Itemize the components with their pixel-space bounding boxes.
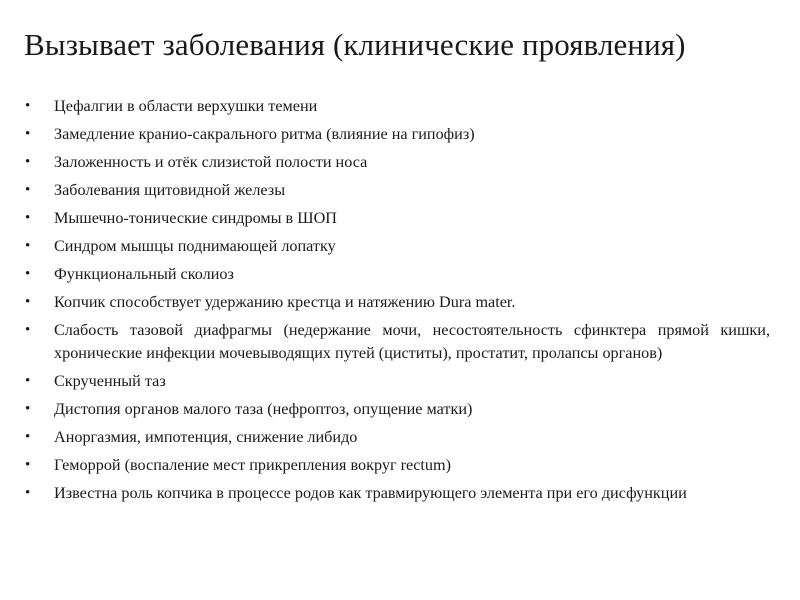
bullet-icon: •	[25, 484, 31, 501]
bullet-text: Аноргазмия, импотенция, снижение либидо	[54, 427, 358, 446]
bullet-icon: •	[25, 372, 31, 389]
bullet-item	[24, 235, 770, 258]
bullet-text: Скрученный таз	[54, 371, 166, 390]
bullet-icon: •	[25, 456, 31, 473]
bullet-item	[24, 207, 770, 230]
slide-title: Вызывает заболевания (клинические проявления)	[24, 27, 686, 62]
bullet-text: Слабость тазовой диафрагмы (недержание мочи, несостоятельность сфинктера прямой кишки, хронические инфекции мочевыводящих путей (циститы), простатит, пролапсы органов)	[54, 321, 770, 362]
bullet-icon: •	[25, 210, 31, 226]
bullet-text: Функциональный сколиоз	[54, 265, 234, 283]
bullet-item	[24, 151, 770, 174]
bullet-item	[24, 319, 770, 364]
bullet-icon: •	[25, 428, 31, 445]
bullet-item	[24, 263, 770, 286]
bullet-icon: •	[25, 322, 31, 338]
bullet-icon: •	[25, 266, 31, 282]
bullet-icon: •	[25, 294, 31, 310]
bullet-icon: •	[25, 154, 31, 170]
bullet-item	[24, 454, 770, 477]
bullet-icon: •	[25, 182, 31, 198]
bullet-item	[24, 179, 770, 202]
bullet-text: Замедление кранио-сакрального ритма (влияние на гипофиз)	[54, 125, 475, 143]
bullet-text: Известна роль копчика в процессе родов как травмирующего элемента при его дисфункции	[54, 483, 687, 502]
bullet-icon: •	[25, 400, 31, 417]
bullet-list	[24, 95, 770, 510]
bullet-item	[24, 398, 770, 421]
bullet-item	[24, 426, 770, 449]
bullet-icon: •	[25, 98, 31, 114]
bullet-item	[24, 482, 770, 505]
bullet-text: Заболевания щитовидной железы	[54, 181, 286, 199]
bullet-text: Геморрой (воспаление мест прикрепления вокруг rectum)	[54, 455, 451, 474]
bullet-item	[24, 123, 770, 146]
bullet-text: Цефалгии в области верхушки темени	[54, 97, 318, 115]
bullet-item	[24, 95, 770, 118]
bullet-item	[24, 291, 770, 314]
bullet-text: Копчик способствует удержанию крестца и натяжению Dura mater.	[54, 293, 516, 311]
bullet-icon: •	[25, 238, 31, 254]
bullet-text: Заложенность и отёк слизистой полости носа	[54, 153, 368, 171]
bullet-item	[24, 370, 770, 393]
bullet-text: Мышечно-тонические синдромы в ШОП	[54, 209, 337, 227]
bullet-icon: •	[25, 126, 31, 142]
bullet-text: Дистопия органов малого таза (нефроптоз, опущение матки)	[54, 399, 473, 418]
bullet-text: Синдром мышцы поднимающей лопатку	[54, 237, 336, 255]
